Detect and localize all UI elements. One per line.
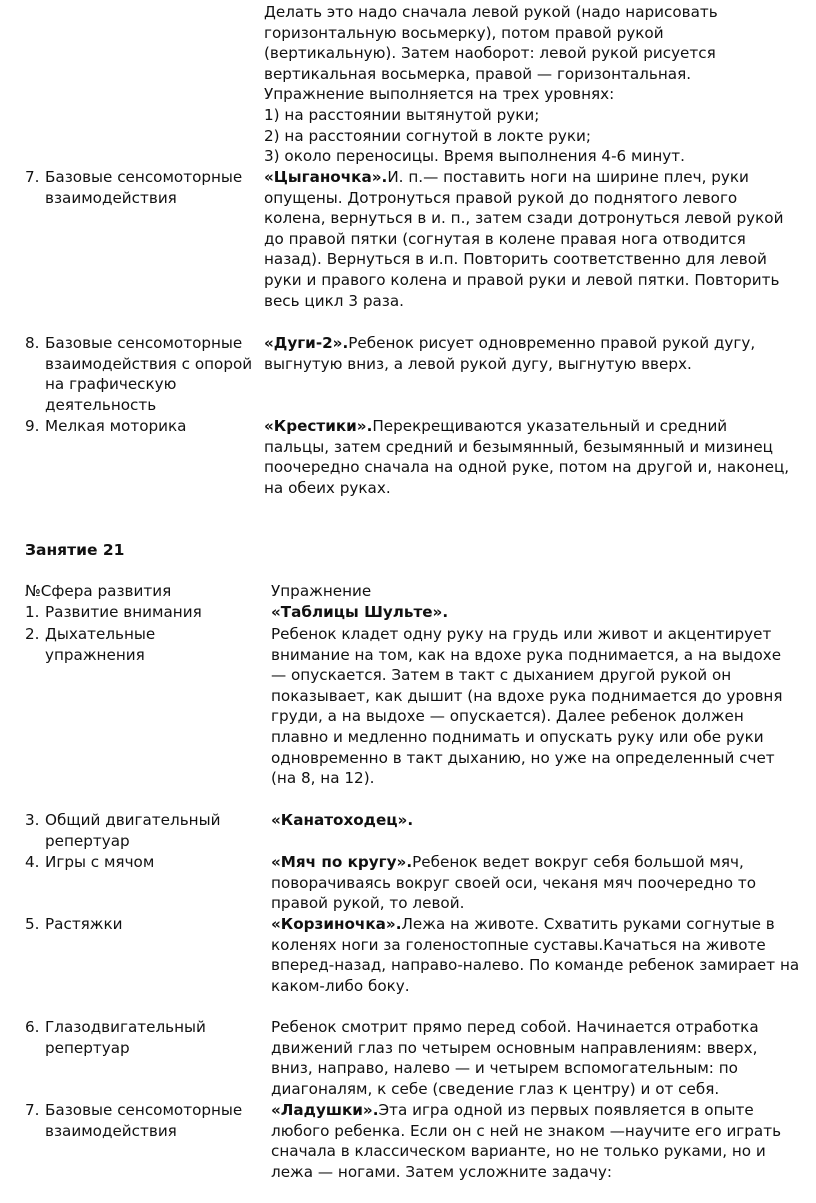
exercise-text: Эта игра одной из первых появляется в опыте любого ребенка. Если он с ней не знаком —научите его играть сначала в классическом варианте, но не только руками, но и лежа — ногами. Затем усложните задачу: xyxy=(271,1101,782,1181)
lesson-title: Занятие 21 xyxy=(25,541,125,559)
exercise-text: Ребенок рисует одновременно правой рукой дугу, выгнутую вниз, а левой рукой дугу, выгнутую вверх. xyxy=(264,334,756,373)
exercise-text: Перекрещиваются указательный и средний пальцы, затем средний и безымянный, безымянный и мизинец поочередно сначала на одной руке, потом на другой и, наконец, на обеих руках. xyxy=(264,417,790,497)
top-row-7-exercise xyxy=(264,167,794,311)
intro-level-3: 3) около переносицы. Время выполнения 4-6 минут. xyxy=(264,147,685,166)
exercise-text: Лежа на животе. Схватить руками согнутые в коленях ноги за голеностопные суставы.Качаться на животе вперед-назад, направо-налево. По команде ребенок замирает на каком-либо боку. xyxy=(271,915,800,995)
row-5-sphere: 5. Растяжки xyxy=(25,915,123,933)
exercise-text: И. п.— поставить ноги на ширине плеч, руки опущены. Дотронуться правой рукой до поднятого левого колена, вернуться в и. п., затем сзади дотронуться левой рукой до правой пятки (согнутая в колене правая нога отводится назад). Вернуться в и.п. Повторить соответственно для левой руки и правого колена и правой руки и левой пятки. Повторить весь цикл 3 раза. xyxy=(264,168,784,310)
row-6-exercise xyxy=(271,1017,801,1099)
row-2-exercise xyxy=(271,624,801,789)
top-row-7-sphere: 7. Базовые сенсомоторные взаимодействия xyxy=(25,168,243,207)
row-7-sphere: 7. Базовые сенсомоторные взаимодействия xyxy=(25,1101,243,1140)
row-1-exercise xyxy=(271,602,801,623)
table-header-sphere: №Сфера развития xyxy=(25,582,172,600)
exercise-title: «Ладушки». xyxy=(271,1101,379,1119)
top-row-9-exercise xyxy=(264,416,794,498)
row-4-exercise xyxy=(271,852,801,914)
row-5-exercise xyxy=(271,914,801,996)
exercise-title: «Корзиночка». xyxy=(271,915,402,933)
exercise-text: Ребенок смотрит прямо перед собой. Начинается отработка движений глаз по четырем основным направлениям: вверх, вниз, направо, налево — и четырем вспомогательным: по диагоналям, к себе (сведение глаз к центру) и от себя. xyxy=(271,1018,759,1098)
top-row-8-exercise xyxy=(264,333,794,374)
intro-paragraph xyxy=(264,2,794,167)
top-row-8-sphere: 8. Базовые сенсомоторные взаимодействия с опорой на графическую деятельность xyxy=(25,334,253,414)
exercise-title: «Крестики». xyxy=(264,417,373,435)
intro-text: Делать это надо сначала левой рукой (надо нарисовать горизонтальную восьмерку), потом правой рукой (вертикальную). Затем наоборот: левой рукой рисуется вертикальная восьмерка, правой — горизонтальная. Упражнение выполняется на трех уровнях: xyxy=(264,3,718,104)
intro-level-1: 1) на расстоянии вытянутой руки; xyxy=(264,105,540,124)
row-3-sphere: 3. Общий двигательный репертуар xyxy=(25,811,221,850)
exercise-title: «Цыганочка». xyxy=(264,168,388,186)
row-2-sphere: 2. Дыхательные упражнения xyxy=(25,625,156,664)
row-3-exercise xyxy=(271,810,801,831)
exercise-title: «Мяч по кругу». xyxy=(271,853,413,871)
exercise-text: Ребенок кладет одну руку на грудь или живот и акцентирует внимание на том, как на вдохе рука поднимается, а на выдохе — опускается. Затем в такт с дыханием другой рукой он показывает, как дышит (на вдохе рука поднимается до уровня груди, а на выдохе — опускается). Далее ребенок должен плавно и медленно поднимать и опускать руку или обе руки одновременно в такт дыханию, но уже на определенный счет (на 8, на 12). xyxy=(271,625,783,788)
table-header-exercise: Упражнение xyxy=(271,582,372,600)
exercise-title: «Дуги-2». xyxy=(264,334,349,352)
row-6-sphere: 6. Глазодвигательный репертуар xyxy=(25,1018,206,1057)
exercise-title: «Канатоходец». xyxy=(271,811,414,829)
exercise-text: Ребенок ведет вокруг себя большой мяч, поворачиваясь вокруг своей оси, чеканя мяч поочередно то правой рукой, то левой. xyxy=(271,853,757,913)
row-4-sphere: 4. Игры с мячом xyxy=(25,853,155,871)
top-row-9-sphere: 9. Мелкая моторика xyxy=(25,417,187,435)
row-1-sphere: 1. Развитие внимания xyxy=(25,603,202,621)
intro-level-2: 2) на расстоянии согнутой в локте руки; xyxy=(264,126,592,145)
row-7-exercise xyxy=(271,1100,801,1182)
exercise-title: «Таблицы Шульте». xyxy=(271,603,449,621)
